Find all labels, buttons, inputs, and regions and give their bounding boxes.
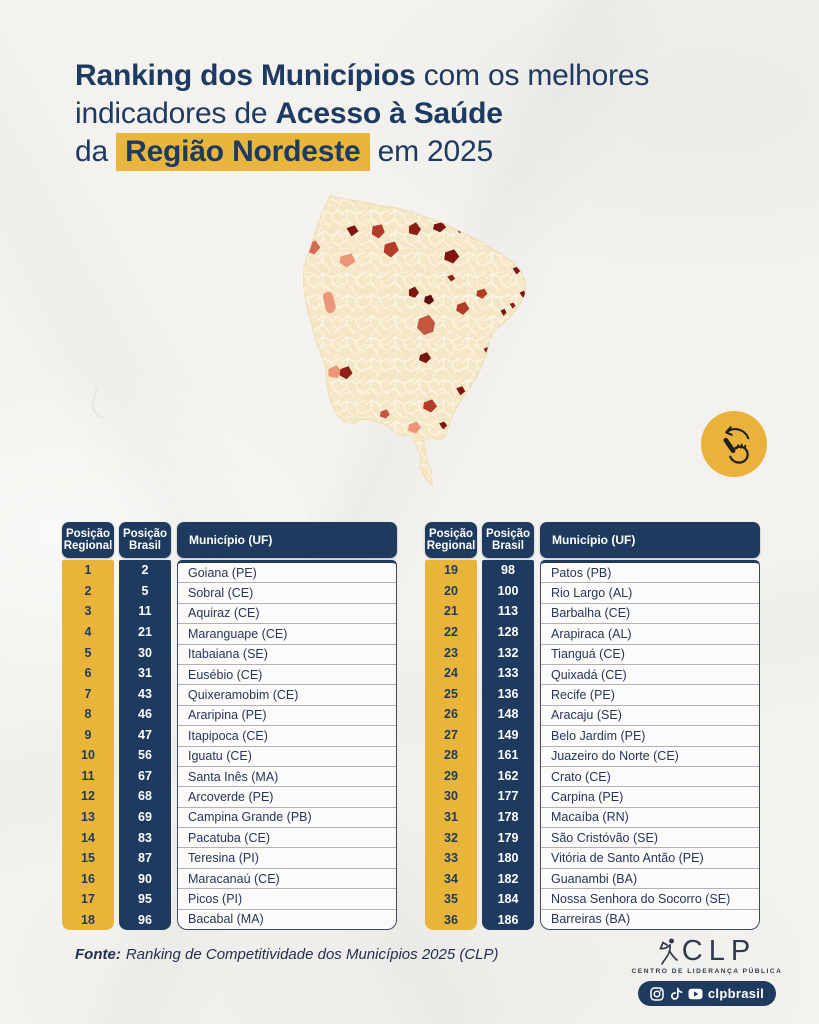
- municipio-cell: Picos (PI): [178, 888, 396, 908]
- municipio-cell: Campina Grande (PB): [178, 807, 396, 827]
- regional-column-body: [425, 560, 477, 930]
- municipio-cell: Aracaju (SE): [541, 705, 759, 725]
- pos-brasil-cell: 47: [138, 727, 152, 742]
- municipio-column-body: [177, 560, 397, 930]
- pos-regional-cell: 15: [81, 851, 95, 866]
- pos-brasil-cell: 31: [138, 666, 152, 681]
- pos-brasil-cell: 83: [138, 830, 152, 845]
- regional-column-body: [62, 560, 114, 930]
- pos-regional-cell: 28: [444, 748, 458, 763]
- pos-brasil-cell: 182: [497, 871, 519, 886]
- pos-regional-cell: 22: [444, 624, 458, 639]
- brasil-column: [119, 522, 171, 930]
- pos-regional-cell: 33: [444, 851, 458, 866]
- pos-brasil-cell: 132: [497, 645, 519, 660]
- pos-brasil-cell: 180: [497, 851, 519, 866]
- pos-brasil-cell: 43: [138, 686, 152, 701]
- pos-regional-cell: 12: [81, 789, 95, 804]
- title-line-2: [75, 95, 649, 133]
- pos-regional-cell: 24: [444, 666, 458, 681]
- municipio-column: [540, 522, 760, 930]
- municipio-cell: Nossa Senhora do Socorro (SE): [541, 888, 759, 908]
- pos-regional-cell: 23: [444, 645, 458, 660]
- northeast-region-map: [268, 186, 570, 498]
- regional-header: Posição Regional: [425, 522, 477, 558]
- municipio-cell: Barbalha (CE): [541, 603, 759, 623]
- municipio-cell: Barreiras (BA): [541, 909, 759, 929]
- municipio-cell: Pacatuba (CE): [178, 827, 396, 847]
- municipio-cell: Arapiraca (AL): [541, 623, 759, 643]
- social-handle: clpbrasil: [707, 986, 765, 1001]
- pos-brasil-cell: 2: [141, 563, 149, 578]
- municipio-header: Município (UF): [177, 522, 397, 558]
- regional-header: Posição Regional: [62, 522, 114, 558]
- tiktok-icon: [669, 987, 683, 1001]
- municipio-cell: Bacabal (MA): [178, 909, 396, 929]
- brasil-column-body: [119, 560, 171, 930]
- pos-brasil-cell: 128: [497, 624, 519, 639]
- pos-regional-cell: 10: [81, 748, 95, 763]
- municipio-cell: Teresina (PI): [178, 847, 396, 867]
- municipio-cell: Maracanaú (CE): [178, 868, 396, 888]
- pos-brasil-cell: 178: [497, 810, 519, 825]
- pos-regional-cell: 17: [81, 892, 95, 907]
- ranking-table-right: [425, 522, 760, 930]
- municipio-cell: Aquiraz (CE): [178, 603, 396, 623]
- pos-regional-cell: 6: [84, 666, 92, 681]
- municipio-cell: Rio Largo (AL): [541, 582, 759, 602]
- pos-brasil-cell: 90: [138, 871, 152, 886]
- pos-regional-cell: 26: [444, 707, 458, 722]
- pos-regional-cell: 36: [444, 912, 458, 927]
- municipio-cell: Goiana (PE): [188, 565, 257, 580]
- brasil-header: Posição Brasil: [119, 522, 171, 558]
- pos-brasil-cell: 184: [497, 892, 519, 907]
- municipio-cell: Itapipoca (CE): [178, 725, 396, 745]
- title-highlight: Região Nordeste: [116, 133, 369, 171]
- pos-regional-cell: 18: [81, 912, 95, 927]
- pos-brasil-cell: 46: [138, 707, 152, 722]
- municipio-cell: Recife (PE): [541, 684, 759, 704]
- municipio-cell: Sobral (CE): [178, 582, 396, 602]
- instagram-icon: [650, 987, 664, 1001]
- pos-brasil-cell: 100: [497, 583, 519, 598]
- title-line-3: [75, 133, 649, 171]
- municipio-cell: São Cristóvão (SE): [541, 827, 759, 847]
- clp-logo-block: [628, 936, 786, 1006]
- youtube-icon: [688, 988, 703, 1000]
- municipio-cell: Crato (CE): [541, 766, 759, 786]
- pos-regional-cell: 19: [444, 563, 458, 578]
- pos-regional-cell: 16: [81, 871, 95, 886]
- municipio-cell: Iguatu (CE): [178, 746, 396, 766]
- municipio-column-body: [540, 560, 760, 930]
- page-title: [75, 57, 649, 171]
- title-rest-1: com os melhores: [415, 59, 650, 92]
- pos-regional-cell: 27: [444, 727, 458, 742]
- social-links-pill[interactable]: [638, 981, 776, 1006]
- pos-brasil-cell: 161: [497, 748, 519, 763]
- municipio-cell: Guanambi (BA): [541, 868, 759, 888]
- pos-brasil-cell: 136: [497, 686, 519, 701]
- brasil-column: [482, 522, 534, 930]
- municipio-column: [177, 522, 397, 930]
- municipio-cell: Santa Inês (MA): [178, 766, 396, 786]
- municipio-cell: Juazeiro do Norte (CE): [541, 746, 759, 766]
- pos-brasil-cell: 30: [138, 645, 152, 660]
- clp-figure-icon: [658, 936, 680, 966]
- pos-regional-cell: 14: [81, 830, 95, 845]
- title-rest-4: em 2025: [369, 135, 493, 168]
- pos-brasil-cell: 5: [141, 583, 149, 598]
- municipio-cell: Vitória de Santo Antão (PE): [541, 847, 759, 867]
- pos-brasil-cell: 149: [497, 727, 519, 742]
- pos-brasil-cell: 98: [501, 563, 515, 578]
- municipio-cell: Maranguape (CE): [178, 623, 396, 643]
- title-bold-1: Ranking dos Municípios: [75, 59, 416, 92]
- pos-brasil-cell: 177: [497, 789, 519, 804]
- swipe-button[interactable]: [701, 411, 767, 477]
- pos-regional-cell: 11: [81, 768, 95, 783]
- pos-regional-cell: 32: [444, 830, 458, 845]
- pos-regional-cell: 5: [84, 645, 92, 660]
- pos-regional-cell: 9: [84, 727, 92, 742]
- pos-regional-cell: 3: [84, 604, 92, 619]
- municipio-cell: Tianguá (CE): [541, 644, 759, 664]
- municipio-cell: Araripina (PE): [178, 705, 396, 725]
- pos-regional-cell: 2: [84, 583, 92, 598]
- ranking-tables: [62, 522, 760, 930]
- regional-column: [62, 522, 114, 930]
- municipio-cell: Quixeramobim (CE): [178, 684, 396, 704]
- pos-brasil-cell: 21: [138, 624, 152, 639]
- pos-regional-cell: 25: [444, 686, 458, 701]
- municipio-cell: Belo Jardim (PE): [541, 725, 759, 745]
- pos-brasil-cell: 56: [138, 748, 152, 763]
- source-text: Ranking de Competitividade dos Municípios 2025 (CLP): [125, 946, 499, 963]
- pos-brasil-cell: 11: [138, 604, 152, 619]
- title-rest-3: da: [75, 135, 117, 168]
- municipio-header: Município (UF): [540, 522, 760, 558]
- regional-column: [425, 522, 477, 930]
- pos-regional-cell: 7: [84, 686, 92, 701]
- pos-regional-cell: 8: [84, 707, 92, 722]
- northeast-map-svg: [268, 186, 570, 498]
- title-line-1: [75, 57, 649, 95]
- municipio-cell: Eusébio (CE): [178, 664, 396, 684]
- pos-regional-cell: 34: [444, 871, 458, 886]
- brasil-column-body: [482, 560, 534, 930]
- clp-logo-text: CLP: [681, 935, 757, 967]
- pos-brasil-cell: 68: [138, 789, 152, 804]
- ranking-table-left: [62, 522, 397, 930]
- source-label: Fonte:: [75, 946, 121, 963]
- municipio-cell: Arcoverde (PE): [178, 786, 396, 806]
- pos-brasil-cell: 179: [497, 830, 519, 845]
- paper-crease: [89, 388, 113, 420]
- pos-regional-cell: 4: [84, 624, 92, 639]
- title-bold-2: Acesso à Saúde: [275, 97, 503, 130]
- source-line: [75, 946, 499, 963]
- pos-brasil-cell: 67: [138, 768, 152, 783]
- pos-regional-cell: 30: [444, 789, 458, 804]
- pos-brasil-cell: 113: [497, 604, 519, 619]
- pos-brasil-cell: 69: [138, 810, 152, 825]
- pos-regional-cell: 13: [81, 810, 95, 825]
- pos-regional-cell: 1: [84, 563, 92, 578]
- pos-brasil-cell: 133: [497, 666, 519, 681]
- brasil-header: Posição Brasil: [482, 522, 534, 558]
- pos-brasil-cell: 162: [497, 768, 519, 783]
- municipio-cell: Quixadá (CE): [541, 664, 759, 684]
- swipe-left-hand-icon: [713, 423, 755, 465]
- pos-brasil-cell: 95: [138, 892, 152, 907]
- pos-regional-cell: 31: [444, 810, 458, 825]
- pos-brasil-cell: 148: [497, 707, 519, 722]
- pos-regional-cell: 21: [444, 604, 458, 619]
- pos-regional-cell: 20: [444, 583, 458, 598]
- pos-brasil-cell: 87: [138, 851, 152, 866]
- clp-logo-subtitle: CENTRO DE LIDERANÇA PÚBLICA: [631, 968, 783, 975]
- municipio-cell: Patos (PB): [551, 565, 612, 580]
- municipio-cell: Carpina (PE): [541, 786, 759, 806]
- pos-regional-cell: 29: [444, 768, 458, 783]
- title-rest-2: indicadores de: [75, 97, 276, 130]
- clp-logo: [628, 936, 786, 966]
- pos-regional-cell: 35: [444, 892, 458, 907]
- municipio-cell: Macaíba (RN): [541, 807, 759, 827]
- pos-brasil-cell: 96: [138, 912, 152, 927]
- pos-brasil-cell: 186: [497, 912, 519, 927]
- municipio-cell: Itabaiana (SE): [178, 644, 396, 664]
